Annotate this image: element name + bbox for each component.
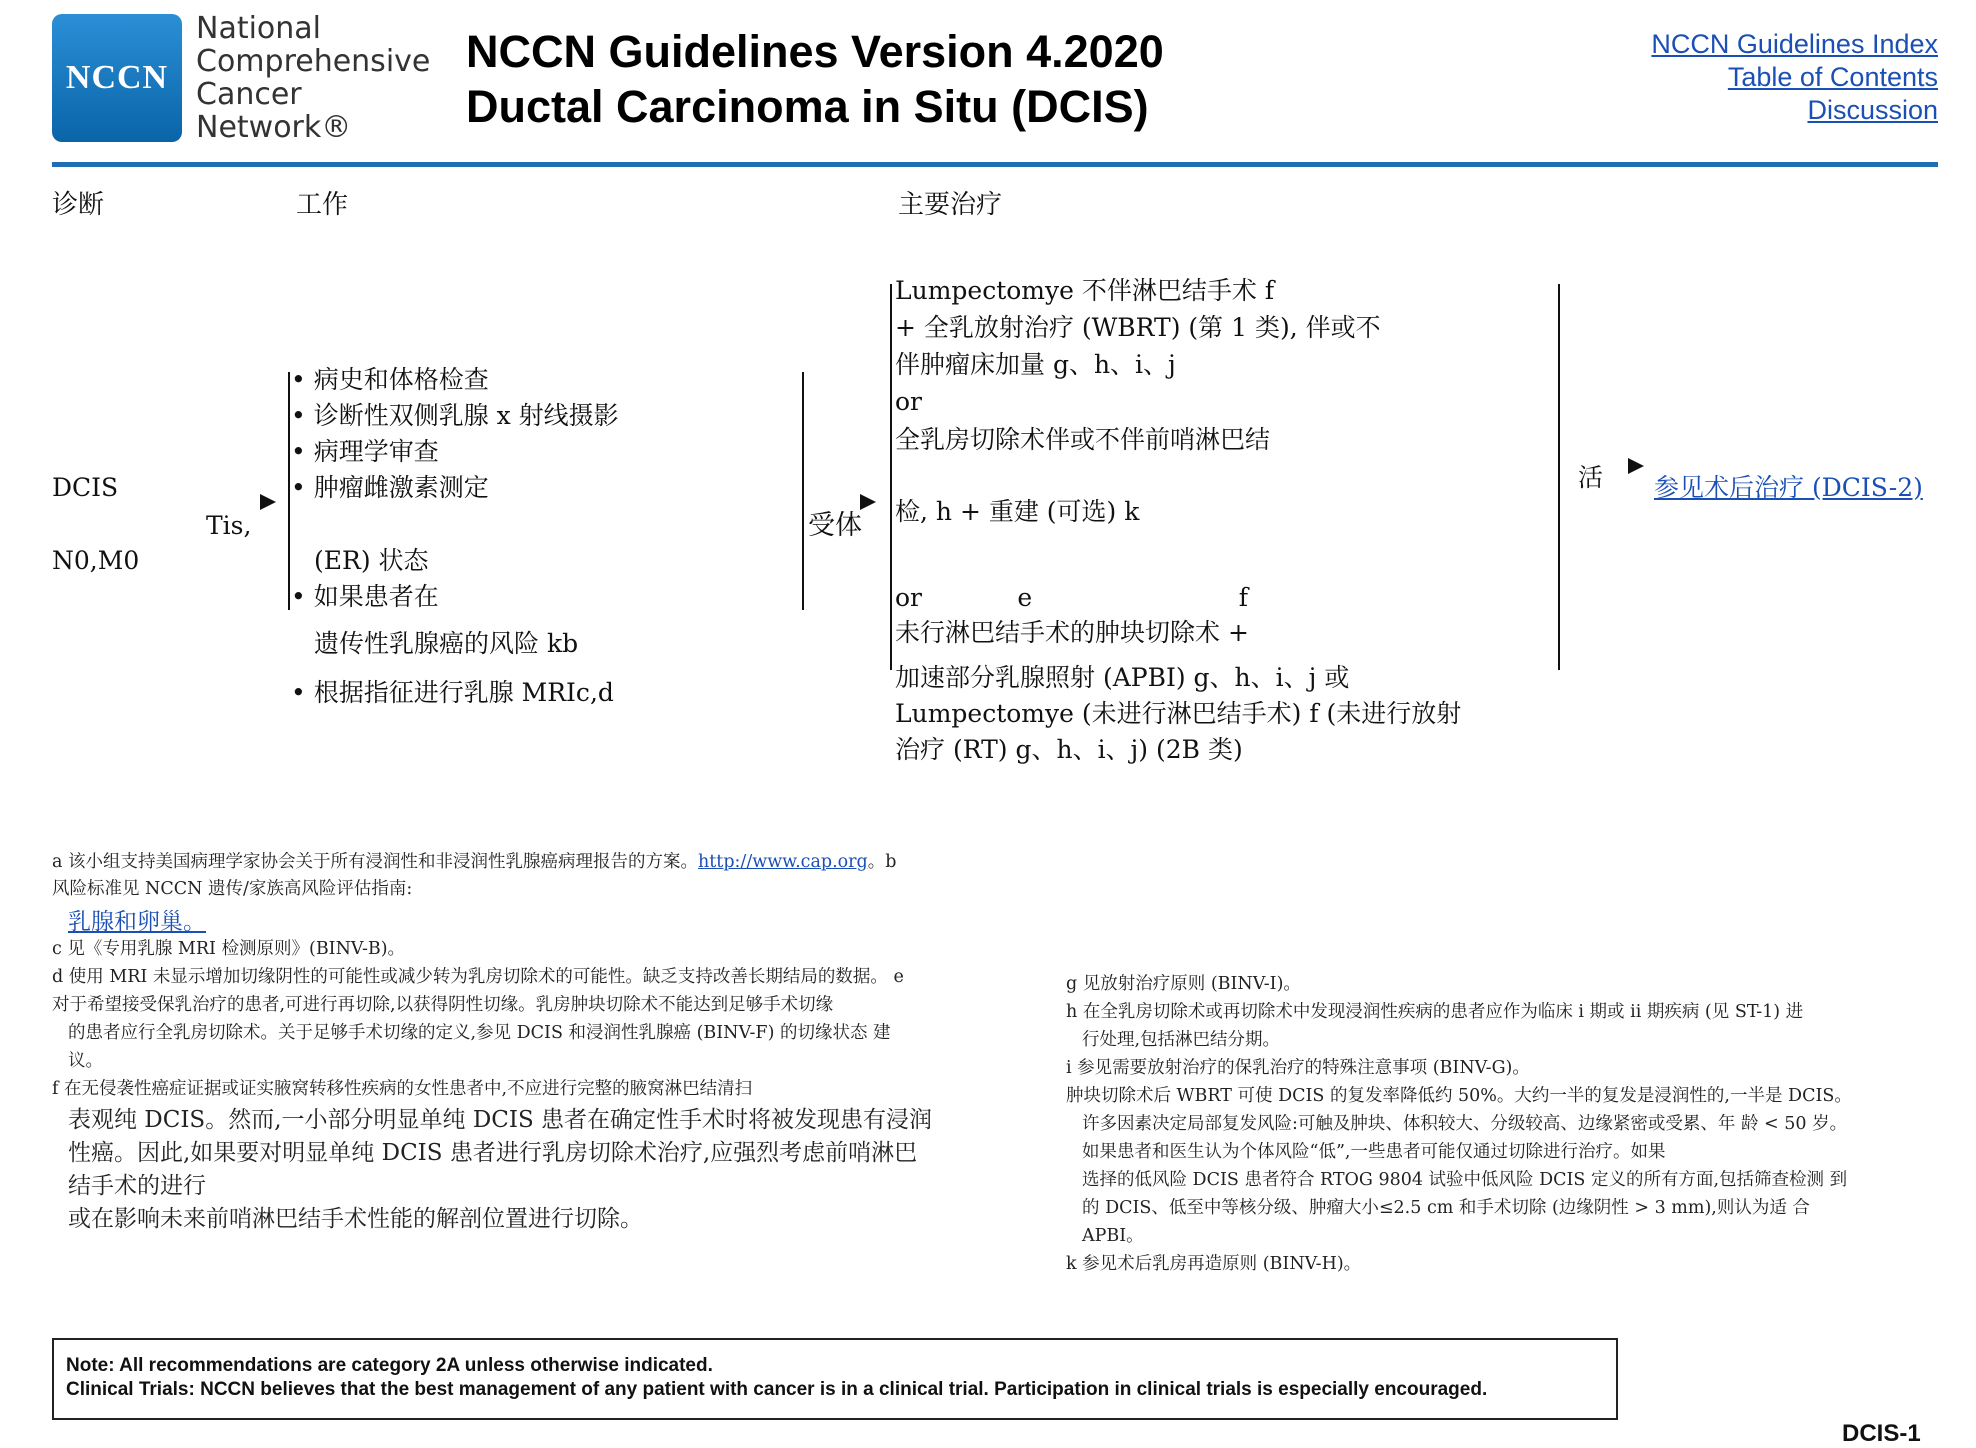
arrow-right-icon: [860, 494, 876, 510]
treatment-line: Lumpectomye 不伴淋巴结手术 f: [895, 276, 1275, 305]
footnote-f: 性癌。因此,如果要对明显单纯 DCIS 患者进行乳房切除术治疗,应强烈考虑前哨淋巴: [68, 1140, 918, 1166]
footnote-d: d 使用 MRI 未显示增加切缘阴性的可能性或减少转为乳房切除术的可能性。缺乏支持改善长期结局的数据。 e: [52, 967, 904, 987]
org-line: Cancer: [196, 77, 302, 112]
treatment-line: 全乳房切除术伴或不伴前哨淋巴结: [895, 425, 1271, 454]
post-surgery-treatment-link[interactable]: 参见术后治疗 (DCIS-2): [1654, 473, 1923, 502]
workup-item: • 根据指征进行乳腺 MRIc,d: [291, 678, 614, 707]
column-heading-primary-treatment: 主要治疗: [898, 190, 1003, 220]
footnote-e: 对于希望接受保乳治疗的患者,可进行再切除,以获得阴性切缘。乳房肿块切除术不能达到足够手术切缘: [52, 995, 834, 1015]
table-of-contents-link[interactable]: Table of Contents: [1727, 62, 1938, 92]
treatment-line: 未行淋巴结手术的肿块切除术 +: [895, 618, 1249, 647]
footnote-i: i 参见需要放射治疗的保乳治疗的特殊注意事项 (BINV-G)。: [1066, 1058, 1530, 1078]
footnote-f: 表观纯 DCIS。然而,一小部分明显单纯 DCIS 患者在确定性手术时将被发现患有浸润: [68, 1107, 933, 1133]
footnote-g: g 见放射治疗原则 (BINV-I)。: [1066, 974, 1301, 994]
note-line: Clinical Trials: NCCN believes that the best management of any patient with cancer is in a clinical trial. Participation in clinical trials is especially encouraged.: [66, 1379, 1488, 1400]
workup-item: • 病理学审查: [291, 437, 439, 466]
treatment-bracket: [890, 284, 892, 670]
footnote-b: 风险标准见 NCCN 遗传/家族高风险评估指南:: [52, 879, 413, 899]
treatment-line: 加速部分乳腺照射 (APBI) g、h、i、j 或: [895, 663, 1350, 692]
page-number: DCIS-1: [1842, 1420, 1921, 1447]
column-heading-diagnosis: 诊断: [52, 190, 105, 220]
footnote-j: 许多因素决定局部复发风险:可触及肿块、体积较大、分级较高、边缘紧密或受累、年 龄 < 50 岁。: [1082, 1114, 1848, 1134]
guidelines-index-link[interactable]: NCCN Guidelines Index: [1651, 29, 1938, 59]
workup-item: • 诊断性双侧乳腺 x 射线摄影: [291, 401, 619, 430]
workup-item: • 如果患者在: [291, 582, 439, 611]
org-line: National: [196, 11, 322, 46]
footnote-a-text: a 该小组支持美国病理学家协会关于所有浸润性和非浸润性乳腺癌病理报告的方案。: [52, 852, 698, 872]
title-line-2: Ductal Carcinoma in Situ (DCIS): [466, 81, 1149, 132]
diagnosis-tis: Tis,: [206, 511, 252, 540]
footnote-j: 选择的低风险 DCIS 患者符合 RTOG 9804 试验中低风险 DCIS 定义的所有方面,包括筛查检测 到: [1082, 1170, 1848, 1190]
footnote-k: k 参见术后乳房再造原则 (BINV-H)。: [1066, 1254, 1362, 1274]
org-line: Comprehensive: [196, 44, 431, 79]
discussion-link[interactable]: Discussion: [1807, 95, 1938, 125]
nccn-logo: [52, 14, 182, 142]
biopsy-label: 活: [1578, 463, 1604, 492]
receptor-label: 受体: [808, 510, 862, 541]
note-line: Note: All recommendations are category 2A unless otherwise indicated.: [66, 1355, 713, 1376]
footnote-f: f 在无侵袭性癌症证据或证实腋窝转移性疾病的女性患者中,不应进行完整的腋窝淋巴结清扫: [52, 1079, 753, 1099]
footnote-f: 或在影响未来前哨淋巴结手术性能的解剖位置进行切除。: [68, 1206, 643, 1232]
treatment-line: or: [895, 387, 923, 416]
note-box: [52, 1338, 1618, 1420]
treatment-line: Lumpectomye (未进行淋巴结手术) f (未进行放射: [895, 699, 1462, 728]
footnote-j: 肿块切除术后 WBRT 可使 DCIS 的复发率降低约 50%。大约一半的复发是浸润性的,一半是 DCIS。: [1066, 1086, 1852, 1106]
treatment-line: + 全乳放射治疗 (WBRT) (第 1 类), 伴或不: [895, 313, 1381, 342]
title-line-1: NCCN Guidelines Version 4.2020: [466, 26, 1164, 77]
footnote-e: 的患者应行全乳房切除术。关于足够手术切缘的定义,参见 DCIS 和浸润性乳腺癌 (BINV-F) 的切缘状态 建: [68, 1023, 891, 1043]
header-links: [1651, 28, 1938, 127]
workup-item: 遗传性乳腺癌的风险 kb: [314, 629, 579, 658]
workup-item: • 肿瘤雌激素测定: [291, 473, 489, 502]
workup-item: (ER) 状态: [314, 546, 429, 575]
cap-url-link[interactable]: http://www.cap.org: [698, 852, 868, 872]
breast-ovarian-link[interactable]: 乳腺和卵巢。: [68, 909, 206, 935]
arrow-right-icon: [1628, 458, 1644, 474]
org-line: Network®: [196, 110, 352, 145]
diagnosis-dcis: DCIS: [52, 473, 119, 502]
treatment-line: 治疗 (RT) g、h、i、j) (2B 类): [895, 735, 1243, 764]
diagnosis-n0m0: N0,M0: [52, 546, 140, 575]
footnote-f: 结手术的进行: [68, 1173, 206, 1199]
treatment-line: 检, h + 重建 (可选) k: [895, 497, 1140, 526]
footnote-j: 如果患者和医生认为个体风险“低”,一些患者可能仅通过切除进行治疗。如果: [1082, 1142, 1666, 1162]
footnote-h: 行处理,包括淋巴结分期。: [1082, 1030, 1281, 1050]
footnote-j: APBI。: [1082, 1226, 1144, 1246]
footnote-h: h 在全乳房切除术或再切除术中发现浸润性疾病的患者应作为临床 i 期或 ii 期疾病 (见 ST-1) 进: [1066, 1002, 1804, 1022]
arrow-right-icon: [260, 494, 276, 510]
treatment-line: 伴肿瘤床加量 g、h、i、j: [895, 350, 1176, 379]
logo-abbr: NCCN: [65, 59, 169, 96]
biopsy-bracket: [1558, 284, 1560, 670]
footnote-c: c 见《专用乳腺 MRI 检测原则》(BINV-B)。: [52, 939, 406, 959]
column-heading-workup: 工作: [296, 190, 349, 220]
footnote-a-tail: 。b: [867, 852, 897, 872]
footnote-j: 的 DCIS、低至中等核分级、肿瘤大小≤2.5 cm 和手术切除 (边缘阴性 > 3 mm),则认为适 合: [1082, 1198, 1810, 1218]
page-title: [466, 24, 1164, 134]
footnote-a: [52, 848, 896, 876]
treatment-line: or e f: [895, 583, 1249, 612]
workup-bracket: [288, 372, 290, 610]
receptor-bracket: [802, 372, 804, 610]
org-name: [196, 12, 430, 144]
footnote-e: 议。: [68, 1051, 103, 1071]
header-divider: [52, 162, 1938, 167]
workup-item: • 病史和体格检查: [291, 365, 489, 394]
